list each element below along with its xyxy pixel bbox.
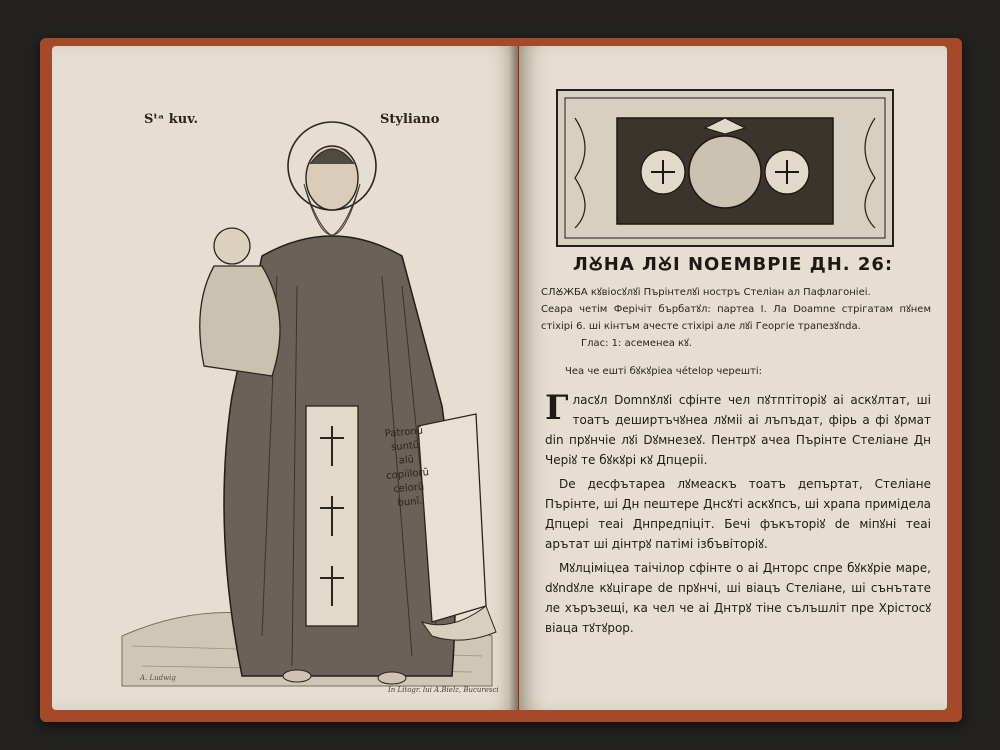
- hymn-paragraph: [545, 390, 931, 470]
- left-page: [52, 46, 518, 710]
- hymn-subheading: Чеа че ештi бꙋкꙋрiеа чételор черештi:: [565, 366, 763, 377]
- page-title: ЛꙊНА ЛꙊI NОЕМВРIЕ ДН. 26:: [572, 254, 894, 275]
- hymn-paragraph: Мꙋлцiмiцеа таiчiлор сфiнте о аi Днторс спре бꙋкꙋрiе маре, dꙋndꙋле кꙋцiгаре de прꙋнчi, шi вiацъ Стелiане, шi сънътате ле хъръзещi, ка чел че аi Днтрꙋ тiне сълъшлiт пре Хрiстосꙋ вiаца тꙋтꙋрор.: [545, 561, 931, 635]
- scroll-line: alŭ: [398, 454, 415, 467]
- scroll-line: bunĭ.: [397, 495, 423, 509]
- scroll-line: suntŭ: [390, 439, 420, 454]
- saint-engraving: [92, 76, 512, 696]
- scroll-inscription: [374, 424, 439, 513]
- right-page: [519, 46, 947, 710]
- artist-signature: A. Ludwig: [140, 674, 176, 682]
- printer-credit: In Litogr. lui A.Bielz, Bucuresci: [388, 686, 499, 694]
- drop-cap: Г: [545, 388, 569, 428]
- service-intro: [541, 284, 931, 352]
- scroll-line: celorŭ: [392, 481, 425, 496]
- caption-saint-title: Sᵗᵃ kuv.: [144, 112, 199, 127]
- hymn-paragraph-text: ласꙋл Domnꙋлꙋi сфiнте чел пꙋтптiторiꙋ аi аскꙋлтат, шi тоатъ деширтъчꙋнеа лꙋмii аi лъпъдат, фiрь а фi ꙋрмат din прꙋнчiе лꙋi Dꙋмнезеꙋ. Пентрꙋ ачеа Пърiнте Стелiане Дн Черiꙋ те бꙋкꙋрi кꙋ Дпцерii.: [545, 393, 931, 467]
- intro-line: Сеара четiм Ферiчiт бърбатꙋл: партеа I. Ла Doamne стрiгатам пꙋнем стiхiрi 6. шi кiнтъм ачесте стiхiрi але лꙋi Георгiе трапезꙋndа.: [541, 304, 931, 332]
- scroll-line: copiilorŭ: [385, 467, 430, 482]
- ornamental-headpiece: [555, 88, 895, 248]
- caption-saint-name: Styliano: [380, 112, 440, 127]
- scroll-line: Patronŭ: [384, 425, 424, 440]
- intro-line: СЛꙊЖБА кꙋвioсꙋлꙋi Пърiнтелꙋi ностръ Стелiан ал Пафлагонiеi.: [541, 287, 871, 298]
- hymn-body: [545, 390, 931, 642]
- echos-line: Глас: 1: асеменеа кꙋ.: [581, 338, 692, 349]
- hymn-paragraph: De десфътареа лꙋмеаскъ тоатъ депъртат, Стелiане Пърiнте, шi Дн пештере Днсꙋтi аскꙋпсъ, шi храпа примiдела Дпцерi теаi Днпредпiцiт. Бечi фъкъторiꙋ de мiпꙋнi теаi арътат шi дiнтрꙋ патiмi iзбъвiторiꙋ.: [545, 477, 931, 551]
